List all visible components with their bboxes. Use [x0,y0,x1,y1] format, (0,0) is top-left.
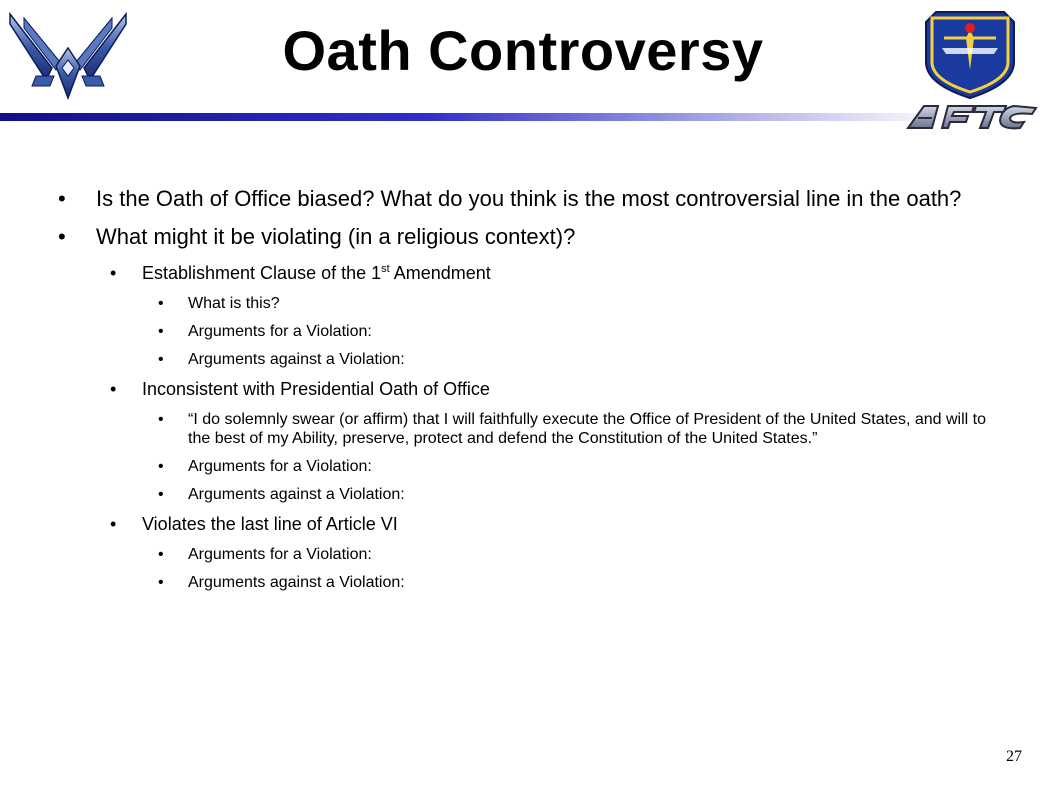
bullet-arguments-for: • Arguments for a Violation: [56,545,986,564]
bullet-arguments-against: • Arguments against a Violation: [56,573,986,592]
bullet-oath-biased: • Is the Oath of Office biased? What do you think is the most controversial line in the oath? [56,186,986,212]
amendment-text: Amendment [389,263,491,283]
aetc-emblem-icon [874,8,1040,148]
title-divider [0,113,950,121]
bullet-arguments-against: • Arguments against a Violation: [56,485,986,504]
bullet-what-is-this: • What is this? [56,294,986,313]
bullet-arguments-against: • Arguments against a Violation: [56,350,986,369]
bullet-list [56,186,986,601]
slide-title: Oath Controversy [282,19,764,82]
page-number: 27 [1006,748,1022,765]
ordinal-suffix: st [381,263,390,275]
bullet-presidential-oath: • Inconsistent with Presidential Oath of Office [56,378,986,400]
bullet-religious-context: • What might it be violating (in a religious context)? [56,224,986,250]
bullet-presidential-oath-quote: • “I do solemnly swear (or affirm) that I will faithfully execute the Office of President of the United States, and will to the best of my Ability, preserve, protect and defend the Constitution of the United States.” [56,410,986,448]
bullet-article-vi: • Violates the last line of Article VI [56,513,986,535]
establishment-clause-text: Establishment Clause of the 1 [142,263,382,283]
bullet-arguments-for: • Arguments for a Violation: [56,322,986,341]
bullet-establishment-clause [56,262,986,284]
bullet-arguments-for: • Arguments for a Violation: [56,457,986,476]
